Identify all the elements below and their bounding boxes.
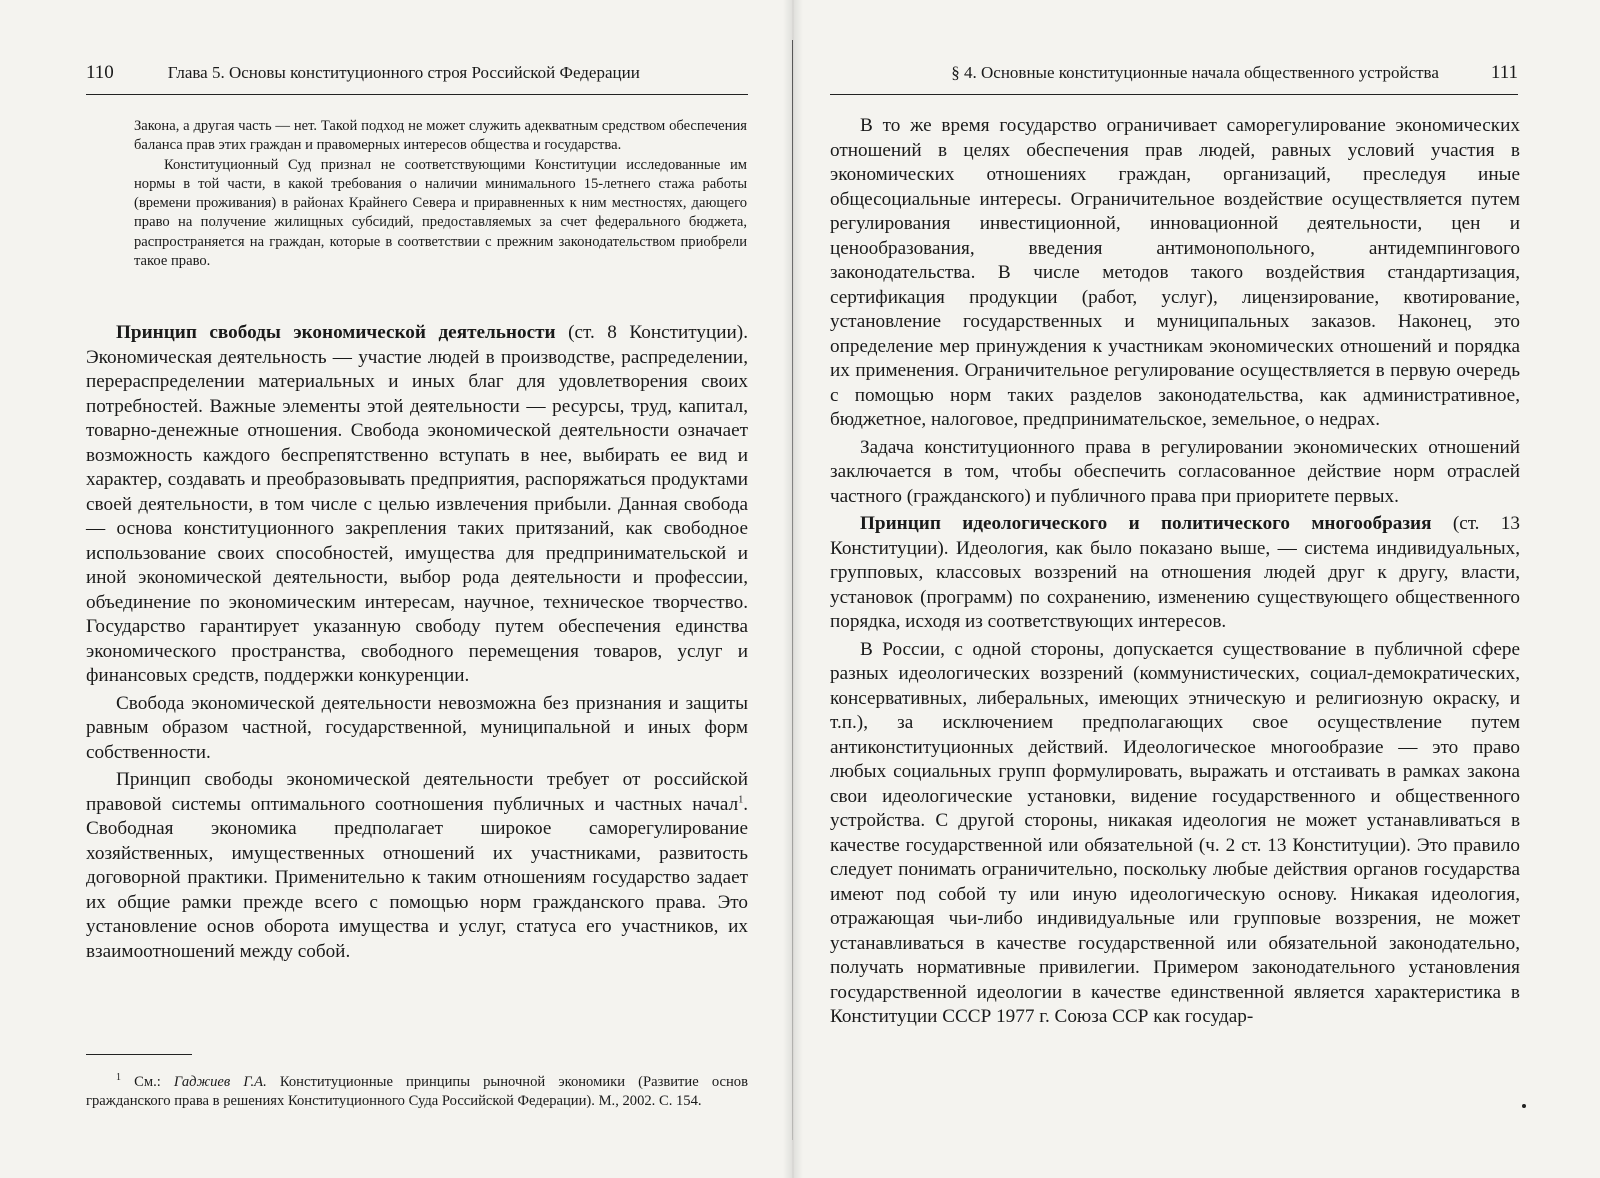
right-page (800, 0, 1600, 1178)
paragraph-text: (ст. 13 Конституции). Идеология, как было показано выше, — система индивидуальных, групповых, классовых воззрений на отношения людей друг к другу, власти, установок (программ) по сохранению, изменению существующего общественного порядка, исходя из соответствующих интересов. (830, 513, 1520, 632)
right-body-text (830, 114, 1520, 1033)
footnote-author: Гаджиев Г.А. (173, 1074, 267, 1090)
paragraph: В России, с одной стороны, допускается существование в публичной сфере разных идеологических воззрений (коммунистических, социал-демократических, консервативных, либеральных, имеющих этническую и религиозную окраску, и т.п.), за исключением предполагающих свое осуществление путем антиконституционных действий. Идеологическое многообразие — это право любых социальных групп формулировать, выражать и отстаивать в рамках закона свои идеологические установки, видение государственного и общественного устройства. С другой стороны, никакая идеология не может устанавливаться в качестве государственной или обязательной (ч. 2 ст. 13 Конституции). Это правило следует понимать ограничительно, поскольку любые действия органов государства имеют под собой ту или иную идеологическую основу. Никакая идеология, отражающая чьи-либо индивидуальные или групповые воззрения, не может устанавливаться в качестве государственной или обязательной законодательно, получать нормативные привилегии. Примером законодательного установления государственной идеологии в качестве единственной является характеристика в Конституции СССР 1977 г. Союза ССР как государ- (830, 638, 1520, 1027)
left-body-text (86, 321, 748, 967)
page-number-left: 110 (86, 62, 114, 83)
paragraph: В то же время государство ограничивает саморегулирование экономических отношений в целях обеспечения прав людей, равных условий участия в экономических отношениях граждан, организаций, преследуя иные общесоциальные интересы. Ограничительное воздействие осуществляется путем регулирования инвестиционной, инновационной деятельности, цен и ценообразования, введения антимонопольного, антидемпингового законодательства. В числе методов такого воздействия стандартизация, сертификация продукции (работ, услуг), лицензирование, квотирование, установление государственных и муниципальных заказов. Наконец, это определение мер принуждения к участникам экономических отношений и порядка их применения. Ограничительное регулирование осуществляется в первую очередь с помощью норм таких разделов законодательства, как административное, бюджетное, налоговое, предпринимательское, земельное, о недрах. (830, 115, 1520, 430)
footnote-rule (86, 1054, 192, 1055)
footnote-ref: 1 (738, 794, 744, 806)
section-title: § 4. Основные конституционные начала общественного устройства (951, 63, 1439, 82)
scan-speck (1522, 1104, 1526, 1108)
footnote-text: Конституционные принципы рыночной экономики (Развитие основ гражданского права в решениях Конституционного Суда Российской Федерации). М., 2002. С. 154. (86, 1074, 748, 1109)
chapter-title: Глава 5. Основы конституционного строя Российской Федерации (167, 63, 640, 82)
small-paragraph: Конституционный Суд признал не соответствующими Конституции исследованные им нормы в той части, в какой требования о наличии минимального 15-летнего стажа работы (времени проживания) в районах Крайнего Севера и приравненных к ним местностях, дающего право на получение жилищных субсидий, предоставляемых за счет федерального бюджета, распространяется на граждан, которые в соответствии с прежним законодательством приобрели такое право. (134, 156, 747, 270)
paragraph (830, 512, 1520, 635)
paragraph-text: Принцип свободы экономической деятельности требует от российской правовой системы оптимального соотношения публичных и частных начал (86, 769, 748, 815)
footnote-mark: 1 (116, 1072, 121, 1084)
principle-heading: Принцип идеологического и политического многообразия (860, 513, 1432, 534)
left-page (0, 0, 790, 1178)
page-number-right: 111 (1490, 62, 1518, 83)
running-head-right (830, 62, 1518, 95)
paragraph (86, 768, 748, 964)
principle-heading: Принцип свободы экономической деятельности (116, 322, 556, 343)
small-paragraph: Закона, а другая часть — нет. Такой подход не может служить адекватным средством обеспечения баланса прав этих граждан и правомерных интересов общества и государства. (134, 118, 747, 154)
footnote (86, 1073, 748, 1111)
paragraph (86, 321, 748, 689)
gutter-crease (792, 40, 793, 1140)
small-print-block (134, 117, 747, 271)
footnote-text: См.: (121, 1074, 174, 1090)
paragraph-text: . Свободная экономика предполагает широкое саморегулирование хозяйственных, имущественных отношений их участниками, развитость договорной практики. Применительно к таким отношениям государство задает их общие рамки прежде всего с помощью норм гражданского права. Это установление основ оборота имущества и услуг, статуса его участников, их взаимоотношений между собой. (86, 793, 748, 962)
running-head-left (86, 62, 748, 95)
paragraph: Свобода экономической деятельности невозможна без признания и защиты равным образом частной, государственной, муниципальной и иных форм собственности. (86, 692, 748, 763)
paragraph: Задача конституционного права в регулировании экономических отношений заключается в том, чтобы обеспечить согласованное действие норм отраслей частного (гражданского) и публичного права при приоритете первых. (830, 436, 1520, 507)
paragraph-text: (ст. 8 Конституции). Экономическая деятельность — участие людей в производстве, распределении, перераспределении материальных и иных благ для удовлетворения своих потребностей. Важные элементы этой деятельности — ресурсы, труд, капитал, товарно-денежные отношения. Свобода экономической деятельности означает возможность каждого беспрепятственно вступать в нее, выбирать ее вид и характер, создавать и преобразовывать предприятия, распоряжаться продуктами своей деятельности, в том числе с целью извлечения прибыли. Данная свобода — основа конституционного закрепления таких притязаний, как свободное использование своих способностей, имущества для предпринимательской и иной экономической деятельности, выбор рода деятельности и профессии, объединение по экономическим интересам, научное, техническое творчество. Государство гарантирует указанную свободу путем обеспечения единства экономического пространства, свободного перемещения товаров, услуг и финансовых средств, поддержки конкуренции. (86, 322, 748, 686)
